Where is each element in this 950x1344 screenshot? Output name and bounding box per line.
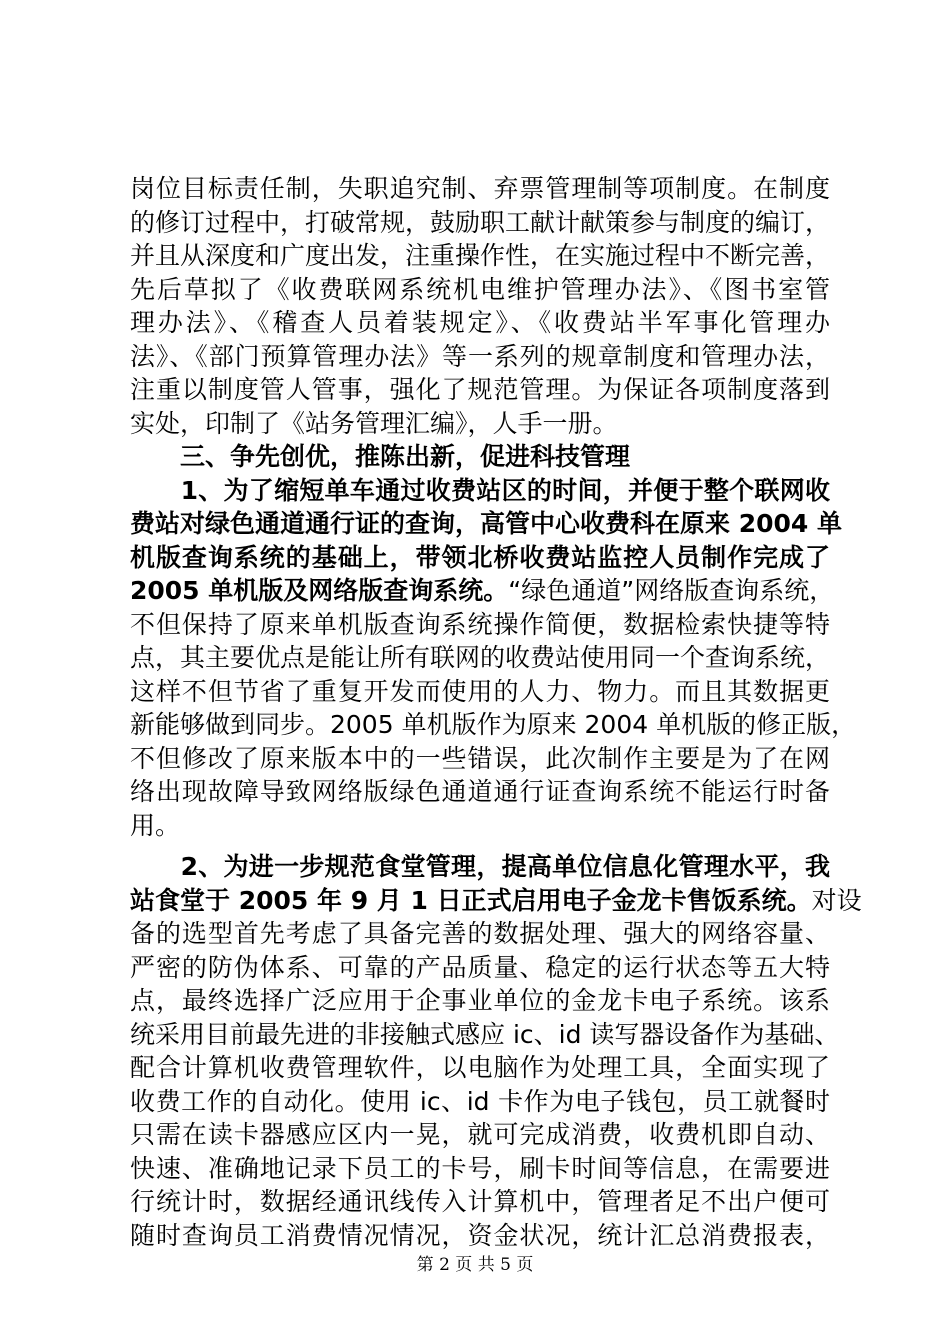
text-line: 的修订过程中，打破常规，鼓励职工献计献策参与制度的编订， <box>130 207 831 237</box>
paragraph-item-1 <box>130 474 857 843</box>
text-line: 注重以制度管人管事，强化了规范管理。为保证各项制度落到 <box>130 375 830 404</box>
text-line: 先后草拟了《收费联网系统机电维护管理办法》、《图书室管 <box>130 274 830 304</box>
text-line: 用。 <box>130 810 181 840</box>
bold-segment: 站食堂于 2005 年 9 月 1 日正式启用电子金龙卡售饭系统。 <box>130 885 812 915</box>
normal-segment: “绿色通道”网络版查询系统， <box>508 576 835 605</box>
text-line: 点，最终选择广泛应用于企事业单位的金龙卡电子系统。该系 <box>130 986 830 1015</box>
text-line: 并且从深度和广度出发，注重操作性，在实施过程中不断完善， <box>130 241 831 270</box>
text-line: 点，其主要优点是能让所有联网的收费站使用同一个查询系统， <box>130 643 831 672</box>
paragraph-1 <box>130 172 830 440</box>
text-line: 2、为进一步规范食堂管理，提高单位信息化管理水平，我 <box>130 852 830 881</box>
section-heading <box>130 440 830 474</box>
text-line: 严密的防伪体系、可靠的产品质量、稳定的运行状态等五大特 <box>130 952 830 982</box>
text-line: 备的选型首先考虑了具备完善的数据处理、强大的网络容量、 <box>130 919 830 948</box>
text-line: 新能够做到同步。2005 单机版作为原来 2004 单机版的修正版， <box>130 710 857 739</box>
text-line: 络出现故障导致网络版绿色通道通行证查询系统不能运行时备 <box>130 777 830 806</box>
text-line: 行统计时，数据经通讯线传入计算机中，管理者足不出户便可 <box>130 1187 830 1216</box>
text-line: 这样不但节省了重复开发而使用的人力、物力。而且其数据更 <box>130 676 830 706</box>
text-line: 实处，印制了《站务管理汇编》，人手一册。 <box>130 408 618 438</box>
text-line <box>130 574 835 608</box>
text-line <box>130 884 862 918</box>
text-line: 机版查询系统的基础上，带领北桥收费站监控人员制作完成了 <box>130 542 830 572</box>
text-line: 法》、《部门预算管理办法》等一系列的规章制度和管理办法， <box>130 341 830 371</box>
text-line: 不但保持了原来单机版查询系统操作简便，数据检索快捷等特 <box>130 609 830 639</box>
text-line: 统采用目前最先进的非接触式感应 ic、id 读写器设备作为基础、 <box>130 1019 840 1049</box>
bold-segment: 2005 单机版及网络版查询系统。 <box>130 576 509 605</box>
text-line: 只需在读卡器感应区内一晃，就可完成消费，收费机即自动、 <box>130 1120 830 1149</box>
text-line: 不但修改了原来版本中的一些错误，此次制作主要是为了在网 <box>130 743 830 773</box>
text-line: 配合计算机收费管理软件，以电脑作为处理工具，全面实现了 <box>130 1053 830 1082</box>
normal-segment: 对设 <box>811 885 862 915</box>
document-body <box>130 172 862 1252</box>
text-line: 1、为了缩短单车通过收费站区的时间，并便于整个联网收 <box>130 475 830 505</box>
text-line: 随时查询员工消费情况情况，资金状况，统计汇总消费报表， <box>130 1220 830 1250</box>
text-line: 费站对绿色通道通行证的查询，高管中心收费科在原来 2004 单 <box>130 509 842 538</box>
text-line: 理办法》、《稽查人员着装规定》、《收费站半军事化管理办 <box>130 308 830 337</box>
text-line: 岗位目标责任制，失职追究制、弃票管理制等项制度。在制度 <box>130 174 830 203</box>
page-footer: 第 2 页 共 5 页 <box>416 1255 534 1275</box>
heading-line: 三、争先创优，推陈出新，促进科技管理 <box>130 442 631 471</box>
text-line: 收费工作的自动化。使用 ic、id 卡作为电子钱包，员工就餐时 <box>130 1086 830 1116</box>
paragraph-item-2 <box>130 850 862 1252</box>
text-line: 快速、准确地记录下员工的卡号，刷卡时间等信息，在需要进 <box>130 1153 830 1183</box>
